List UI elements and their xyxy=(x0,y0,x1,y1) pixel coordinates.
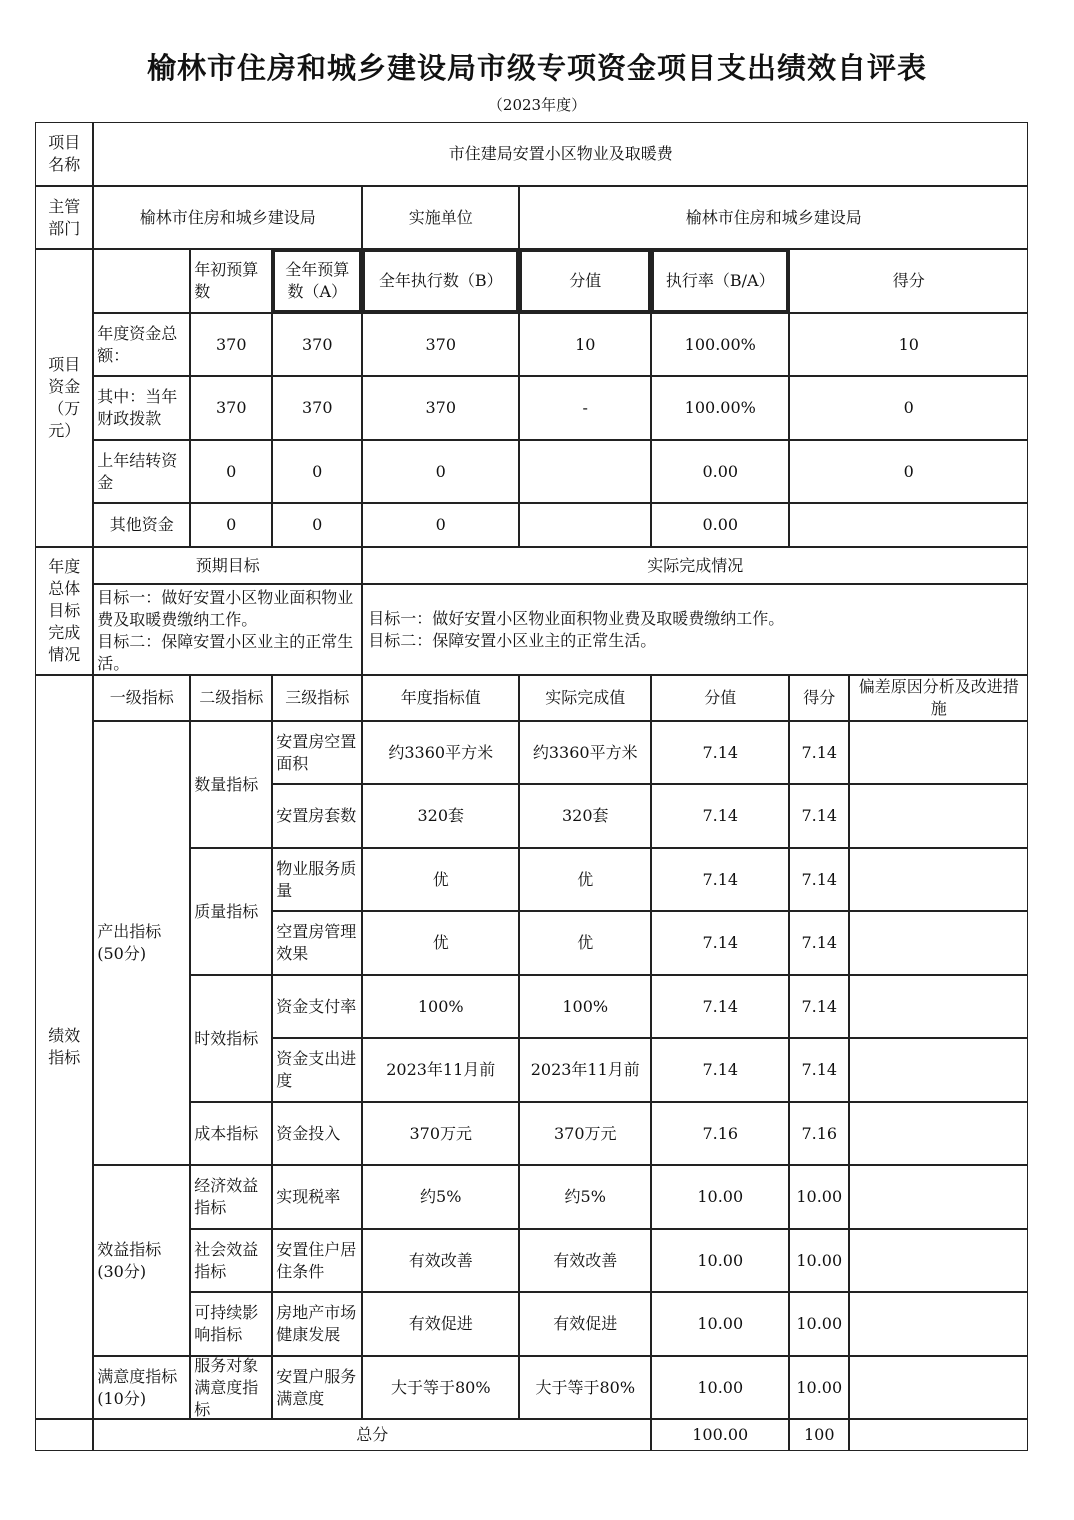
level2-quantity: 数量指标 xyxy=(190,721,272,848)
indicator-level3: 安置房套数 xyxy=(272,784,362,848)
project-name-label: 项目名称 xyxy=(35,122,93,186)
indicator-note xyxy=(849,1102,1028,1165)
funds-row-initial: 0 xyxy=(190,440,272,503)
funds-row-initial: 370 xyxy=(190,313,272,376)
indicator-target: 370万元 xyxy=(362,1102,519,1165)
dept-value: 榆林市住房和城乡建设局 xyxy=(93,186,362,249)
indicator-target: 2023年11月前 xyxy=(362,1038,519,1102)
funds-row-score-value: 10 xyxy=(519,313,651,376)
indicator-level3: 安置住户居住条件 xyxy=(272,1229,362,1292)
perf-header-deviation: 偏差原因分析及改进措施 xyxy=(849,675,1028,721)
indicator-actual: 有效改善 xyxy=(519,1229,651,1292)
total-score-value: 100.00 xyxy=(651,1419,789,1451)
indicator-score: 7.16 xyxy=(789,1102,849,1165)
indicator-level3: 空置房管理效果 xyxy=(272,911,362,975)
indicator-target: 有效促进 xyxy=(362,1292,519,1356)
indicator-note xyxy=(849,1165,1028,1229)
indicator-target: 大于等于80% xyxy=(362,1356,519,1419)
funds-row-rate: 0.00 xyxy=(651,440,789,503)
funds-header-score-value: 分值 xyxy=(519,249,651,313)
total-score: 100 xyxy=(789,1419,849,1451)
indicator-note xyxy=(849,848,1028,911)
funds-row-initial: 370 xyxy=(190,376,272,440)
funds-header-blank xyxy=(93,249,190,313)
indicator-score: 7.14 xyxy=(789,975,849,1038)
indicator-target: 320套 xyxy=(362,784,519,848)
project-name-value: 市住建局安置小区物业及取暖费 xyxy=(93,122,1028,186)
indicator-score: 10.00 xyxy=(789,1292,849,1356)
level2-cost: 成本指标 xyxy=(190,1102,272,1165)
funds-header-executed: 全年执行数（B） xyxy=(362,249,519,313)
dept-label: 主管部门 xyxy=(35,186,93,249)
indicator-score-value: 7.14 xyxy=(651,721,789,784)
indicator-target: 约5% xyxy=(362,1165,519,1229)
indicator-actual: 2023年11月前 xyxy=(519,1038,651,1102)
indicator-target: 优 xyxy=(362,848,519,911)
funds-header-initial: 年初预算数 xyxy=(190,249,272,313)
indicator-score-value: 7.14 xyxy=(651,784,789,848)
indicator-score: 7.14 xyxy=(789,1038,849,1102)
funds-row-initial: 0 xyxy=(190,503,272,547)
funds-row-annual: 0 xyxy=(272,440,362,503)
indicator-score: 7.14 xyxy=(789,784,849,848)
perf-header-score: 得分 xyxy=(789,675,849,721)
funds-row-executed: 0 xyxy=(362,440,519,503)
actual-goal-header: 实际完成情况 xyxy=(362,547,1028,584)
indicator-score-value: 10.00 xyxy=(651,1292,789,1356)
actual-goal-text: 目标一：做好安置小区物业面积物业费及取暖费缴纳工作。 目标二：保障安置小区业主的正常生活。 xyxy=(362,584,1028,675)
indicator-level3: 实现税率 xyxy=(272,1165,362,1229)
impl-value: 榆林市住房和城乡建设局 xyxy=(519,186,1028,249)
indicator-actual: 320套 xyxy=(519,784,651,848)
indicator-note xyxy=(849,1292,1028,1356)
page-title: 榆林市住房和城乡建设局市级专项资金项目支出绩效自评表 xyxy=(146,51,927,85)
indicator-level3: 资金支出进度 xyxy=(272,1038,362,1102)
indicator-actual: 约3360平方米 xyxy=(519,721,651,784)
perf-header-level2: 二级指标 xyxy=(190,675,272,721)
perf-header-target: 年度指标值 xyxy=(362,675,519,721)
indicator-score-value: 7.14 xyxy=(651,848,789,911)
indicator-actual: 优 xyxy=(519,848,651,911)
indicator-actual: 370万元 xyxy=(519,1102,651,1165)
indicator-level3: 房地产市场健康发展 xyxy=(272,1292,362,1356)
indicator-level3: 安置房空置面积 xyxy=(272,721,362,784)
indicator-score-value: 7.14 xyxy=(651,911,789,975)
indicator-score-value: 10.00 xyxy=(651,1356,789,1419)
page-subtitle: （2023年度） xyxy=(487,96,587,114)
level2-economic: 经济效益指标 xyxy=(190,1165,272,1229)
indicator-level3: 资金支付率 xyxy=(272,975,362,1038)
indicator-actual: 约5% xyxy=(519,1165,651,1229)
indicator-score-value: 10.00 xyxy=(651,1229,789,1292)
funds-row-score: 0 xyxy=(789,376,1028,440)
indicator-score: 10.00 xyxy=(789,1356,849,1419)
performance-label: 绩效指标 xyxy=(35,675,93,1419)
indicator-note xyxy=(849,911,1028,975)
indicator-note xyxy=(849,975,1028,1038)
indicator-score: 10.00 xyxy=(789,1165,849,1229)
indicator-actual: 有效促进 xyxy=(519,1292,651,1356)
level1-benefit: 效益指标(30分) xyxy=(93,1165,190,1356)
indicator-note xyxy=(849,1038,1028,1102)
level1-output: 产出指标(50分) xyxy=(93,721,190,1165)
funds-row-name: 年度资金总额： xyxy=(93,313,190,376)
funds-row-score-value: - xyxy=(519,376,651,440)
indicator-score: 7.14 xyxy=(789,721,849,784)
perf-header-level1: 一级指标 xyxy=(93,675,190,721)
perf-header-score-value: 分值 xyxy=(651,675,789,721)
expected-goal-header: 预期目标 xyxy=(93,547,362,584)
indicator-actual: 100% xyxy=(519,975,651,1038)
indicator-target: 约3360平方米 xyxy=(362,721,519,784)
funds-row-score xyxy=(789,503,1028,547)
indicator-score: 10.00 xyxy=(789,1229,849,1292)
funds-row-executed: 0 xyxy=(362,503,519,547)
level2-quality: 质量指标 xyxy=(190,848,272,975)
indicator-note xyxy=(849,721,1028,784)
funds-row-score-value xyxy=(519,440,651,503)
perf-header-level3: 三级指标 xyxy=(272,675,362,721)
indicator-score: 7.14 xyxy=(789,911,849,975)
indicator-note xyxy=(849,1229,1028,1292)
indicator-level3: 安置户服务满意度 xyxy=(272,1356,362,1419)
indicator-actual: 优 xyxy=(519,911,651,975)
funds-row-annual: 370 xyxy=(272,376,362,440)
level2-social: 社会效益指标 xyxy=(190,1229,272,1292)
funds-header-annual: 全年预算数（A） xyxy=(272,249,362,313)
funds-header-rate: 执行率（B/A） xyxy=(651,249,789,313)
level1-satisfaction: 满意度指标(10分) xyxy=(93,1356,190,1419)
funds-row-rate: 100.00% xyxy=(651,376,789,440)
indicator-level3: 物业服务质量 xyxy=(272,848,362,911)
funds-row-executed: 370 xyxy=(362,313,519,376)
indicator-score: 7.14 xyxy=(789,848,849,911)
perf-header-actual: 实际完成值 xyxy=(519,675,651,721)
indicator-score-value: 7.14 xyxy=(651,975,789,1038)
total-note xyxy=(849,1419,1028,1451)
funds-header-score: 得分 xyxy=(789,249,1028,313)
indicator-level3: 资金投入 xyxy=(272,1102,362,1165)
level2-sustainable: 可持续影响指标 xyxy=(190,1292,272,1356)
impl-label: 实施单位 xyxy=(362,186,519,249)
indicator-score-value: 7.14 xyxy=(651,1038,789,1102)
indicator-actual: 大于等于80% xyxy=(519,1356,651,1419)
funds-row-executed: 370 xyxy=(362,376,519,440)
indicator-target: 优 xyxy=(362,911,519,975)
funds-row-score-value xyxy=(519,503,651,547)
goals-label: 年度总体目标完成情况 xyxy=(35,547,93,675)
total-label: 总分 xyxy=(93,1419,651,1451)
indicator-note xyxy=(849,784,1028,848)
funds-row-name: 其中：当年财政拨款 xyxy=(93,376,190,440)
indicator-note xyxy=(849,1356,1028,1419)
funds-row-annual: 370 xyxy=(272,313,362,376)
funds-row-annual: 0 xyxy=(272,503,362,547)
level2-timeliness: 时效指标 xyxy=(190,975,272,1102)
funds-row-name: 上年结转资金 xyxy=(93,440,190,503)
funds-row-name: 其他资金 xyxy=(93,503,190,547)
indicator-target: 有效改善 xyxy=(362,1229,519,1292)
funds-row-score: 10 xyxy=(789,313,1028,376)
total-blank xyxy=(35,1419,93,1451)
indicator-target: 100% xyxy=(362,975,519,1038)
level2-service-satisfaction: 服务对象满意度指标 xyxy=(190,1356,272,1419)
indicator-score-value: 7.16 xyxy=(651,1102,789,1165)
funds-row-score: 0 xyxy=(789,440,1028,503)
funds-label: 项目资金（万元） xyxy=(35,249,93,547)
funds-row-rate: 0.00 xyxy=(651,503,789,547)
expected-goal-text: 目标一：做好安置小区物业面积物业费及取暖费缴纳工作。 目标二：保障安置小区业主的正常生活。 xyxy=(93,584,362,675)
funds-row-rate: 100.00% xyxy=(651,313,789,376)
indicator-score-value: 10.00 xyxy=(651,1165,789,1229)
